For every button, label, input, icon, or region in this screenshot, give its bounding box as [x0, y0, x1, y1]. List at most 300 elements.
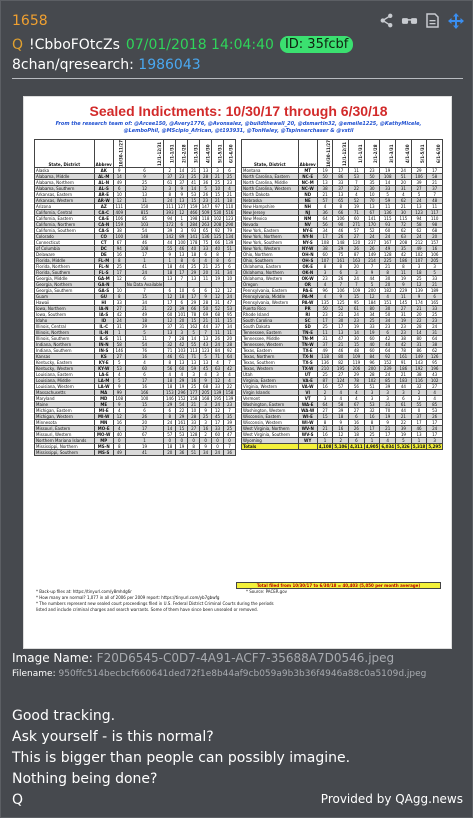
table-cell: 4: [349, 192, 365, 198]
table-cell: 89: [176, 234, 188, 240]
table-cell: 45: [200, 366, 212, 372]
table-cell: 60: [125, 366, 164, 372]
table-cell: 11: [125, 198, 164, 204]
table-cell: 136: [380, 210, 396, 216]
table-cell: 34: [223, 270, 235, 276]
table-cell: 111: [164, 204, 176, 210]
table-cell: 139: [223, 396, 235, 402]
table-cell: 9: [200, 444, 212, 450]
table-cell: 124: [333, 378, 349, 384]
table-cell: 195: [212, 396, 224, 402]
table-cell: PR: [298, 306, 317, 312]
image-name-line: [12, 651, 394, 665]
table-cell: 67: [125, 432, 164, 438]
table-cell: 87: [349, 252, 365, 258]
table-cell: 182: [380, 288, 396, 294]
table-cell: 409: [113, 210, 125, 216]
table-cell: 158: [188, 396, 200, 402]
table-cell: 106: [333, 216, 349, 222]
post-number[interactable]: 1658: [12, 13, 48, 29]
table-cell: 36: [176, 450, 188, 456]
table-cell: 18: [164, 270, 176, 276]
table-cell: 145: [396, 300, 412, 306]
table-cell: 42: [380, 336, 396, 342]
image-name-value[interactable]: F20D6545-C0D7-4A91-ACF7-35688A7D0546.jpeg: [96, 651, 395, 665]
table-cell: 34: [380, 318, 396, 324]
table-cell: 86: [333, 174, 349, 180]
table-cell: 23: [200, 198, 212, 204]
table-cell: North Carolina, Middle: [242, 180, 299, 186]
table-cell: 192: [411, 366, 427, 372]
table-cell: 71: [349, 210, 365, 216]
table-cell: 29: [176, 414, 188, 420]
table-cell: 48: [427, 198, 443, 204]
table-cell: 12: [176, 210, 188, 216]
table-cell: 150: [125, 204, 164, 210]
table-cell: 109: [349, 288, 365, 294]
table-cell: 17: [333, 168, 349, 174]
table-cell: 5,326: [397, 444, 410, 449]
table-cell: 33: [380, 186, 396, 192]
table-cell: Kentucky, Western: [35, 366, 95, 372]
table-cell: Iowa, Northern: [35, 306, 95, 312]
table-cell: 23: [380, 324, 396, 330]
table-cell: Indiana, Northern: [35, 342, 95, 348]
table-cell: 25: [188, 264, 200, 270]
table-cell: 152: [176, 396, 188, 402]
table-header: 12/1-12/31: [333, 140, 349, 168]
table-cell: 23: [396, 330, 412, 336]
table-cell: 157: [427, 240, 443, 246]
table-cell: 64: [317, 216, 333, 222]
table-cell: 24: [212, 342, 224, 348]
table-cell: 36: [200, 180, 212, 186]
table-cell: 4: [223, 378, 235, 384]
table-cell: 239: [380, 366, 396, 372]
table-cell: 3: [411, 396, 427, 402]
table-cell: 139: [223, 240, 235, 246]
table-cell: Connecticut: [35, 240, 95, 246]
table-cell: 12: [212, 294, 224, 300]
table-cell: 38: [317, 246, 333, 252]
table-cell: 57: [164, 432, 176, 438]
table-cell: 39: [223, 420, 235, 426]
table-cell: 11: [125, 336, 164, 342]
table-cell: AR-E: [94, 192, 113, 198]
table-cell: 22: [164, 306, 176, 312]
table-cell: DC: [94, 246, 113, 252]
table-cell: 17: [164, 300, 176, 306]
reply-ref-link[interactable]: 1986043: [138, 57, 201, 73]
table-cell: 99: [113, 390, 125, 396]
table-cell: DE: [94, 252, 113, 258]
table-cell: Vermont: [242, 396, 299, 402]
table-cell: Georgia, Northern: [35, 282, 95, 288]
table-cell: 31: [427, 330, 443, 336]
table-cell: 52: [212, 306, 224, 312]
filename-value[interactable]: 950ffc514becbcf660641ded72f1e8b44af9cb059a9b3b36f4946a88c0a5109d.jpeg: [58, 669, 427, 679]
share-icon[interactable]: [378, 12, 395, 29]
table-cell: NC-W: [298, 186, 317, 192]
table-cell: 87: [317, 378, 333, 384]
table-cell: 20: [427, 234, 443, 240]
table-cell: 24: [411, 198, 427, 204]
table-cell: 53: [223, 306, 235, 312]
table-cell: Massachusetts: [35, 390, 95, 396]
table-cell: 42: [176, 342, 188, 348]
table-cell: 95: [223, 312, 235, 318]
table-cell: 290: [223, 222, 235, 228]
table-cell: 24: [212, 450, 224, 456]
table-cell: 16: [113, 252, 125, 258]
table-header: 12/1-12/31: [125, 140, 164, 168]
table-cell: 19: [212, 276, 224, 282]
body-line: Ask yourself - is this normal?: [12, 729, 214, 745]
table-cell: 8: [212, 258, 224, 264]
table-cell: 63: [396, 234, 412, 240]
table-cell: 19: [396, 276, 412, 282]
table-cell: 44: [396, 408, 412, 414]
table-cell: 9: [333, 294, 349, 300]
table-cell: 4,311: [350, 444, 363, 449]
table-cell: AL-M: [94, 174, 113, 180]
table-cell: 4: [333, 390, 349, 396]
table-cell: 20: [380, 282, 396, 288]
table-cell: 6: [349, 438, 365, 444]
provided-by[interactable]: Provided by QAgg.news: [320, 792, 463, 806]
table-cell: 29: [349, 372, 365, 378]
left-table: [34, 139, 236, 456]
table-cell: 40: [188, 246, 200, 252]
table-cell: 168: [200, 396, 212, 402]
table-cell: Louisiana, Eastern: [35, 372, 95, 378]
table-cell: 21: [427, 180, 443, 186]
table-cell: 32: [364, 408, 380, 414]
body-line: Q: [12, 792, 24, 808]
table-cell: 58: [427, 174, 443, 180]
table-cell: 3: [364, 396, 380, 402]
table-cell: South Carolina: [242, 318, 299, 324]
table-cell: 31: [113, 324, 125, 330]
table-cell: 5,318: [412, 444, 426, 449]
table-cell: 62: [396, 228, 412, 234]
table-cell: TX-N: [298, 354, 317, 360]
table-cell: 120: [349, 240, 365, 246]
table-cell: 15: [349, 342, 365, 348]
table-cell: 17: [125, 426, 164, 432]
table-cell: 296: [176, 390, 188, 396]
table-cell: 68: [427, 228, 443, 234]
table-cell: 146: [164, 396, 176, 402]
table-cell: of Columbia: [35, 246, 95, 252]
table-cell: 26: [427, 414, 443, 420]
table-cell: 4: [427, 396, 443, 402]
table-cell: 25: [212, 180, 224, 186]
table-cell: 106: [427, 252, 443, 258]
table-cell: IA-N: [94, 306, 113, 312]
table-cell: 153: [164, 390, 176, 396]
table-cell: 189: [427, 288, 443, 294]
glasses-icon[interactable]: [401, 12, 418, 29]
table-cell: Illinois, Northern: [35, 330, 95, 336]
table-cell: 3: [396, 390, 412, 396]
table-cell: Indiana, Southern: [35, 348, 95, 354]
body-line: This is bigger than people can possibly imagine.: [12, 750, 351, 766]
table-cell: NM: [298, 216, 317, 222]
table-cell: 7: [176, 276, 188, 282]
table-cell: 13: [200, 168, 212, 174]
table-cell: 25: [223, 426, 235, 432]
table-cell: Pennsylvania, Eastern: [242, 288, 299, 294]
table-cell: 23: [396, 324, 412, 330]
table-cell: 118: [317, 354, 333, 360]
table-cell: 20: [349, 264, 365, 270]
move-icon[interactable]: [447, 12, 464, 29]
table-cell: 17: [125, 252, 164, 258]
table-cell: Alabama, Southern: [35, 186, 95, 192]
table-cell: 49: [411, 246, 427, 252]
table-cell: 12: [113, 198, 125, 204]
table-cell: MS-S: [94, 450, 113, 456]
table-cell: OR: [298, 282, 317, 288]
table-cell: 30: [380, 306, 396, 312]
table-cell: 5: [200, 186, 212, 192]
doc-source: * Source: PACER.gov: [246, 589, 288, 594]
table-cell: 6: [223, 168, 235, 174]
table-cell: 25: [223, 174, 235, 180]
table-cell: 71: [164, 348, 176, 354]
table-cell: 31: [317, 336, 333, 342]
table-cell: 6: [223, 258, 235, 264]
table-cell: 44: [396, 384, 412, 390]
table-cell: 12: [164, 294, 176, 300]
table-cell: 3: [380, 390, 396, 396]
table-cell: 12: [113, 414, 125, 420]
table-cell: 118: [200, 216, 212, 222]
table-cell: 139: [411, 288, 427, 294]
table-cell: 64: [427, 336, 443, 342]
table-cell: 8: [176, 258, 188, 264]
table-cell: 134: [223, 234, 235, 240]
table-cell: FL-M: [94, 258, 113, 264]
table-cell: 12: [212, 378, 224, 384]
table-cell: 206: [349, 366, 365, 372]
table-cell: IL-N: [94, 330, 113, 336]
table-cell: 26: [364, 246, 380, 252]
table-cell: 9: [200, 294, 212, 300]
table-cell: 38: [317, 186, 333, 192]
table-cell: 55: [164, 246, 176, 252]
table-cell: 4: [200, 372, 212, 378]
table-cell: 50: [317, 174, 333, 180]
table-cell: 4: [349, 396, 365, 402]
table-cell: 107: [317, 258, 333, 264]
table-cell: California, Eastern: [35, 216, 95, 222]
board-line: [12, 57, 201, 73]
table-cell: 6: [349, 414, 365, 420]
table-cell: 200: [364, 366, 380, 372]
table-cell: 12: [212, 408, 224, 414]
table-cell: 6: [176, 222, 188, 228]
table-cell: 25: [364, 432, 380, 438]
table-cell: Texas, Northern: [242, 354, 299, 360]
table-cell: 4: [176, 372, 188, 378]
table-cell: 26: [333, 234, 349, 240]
table-cell: 33: [212, 426, 224, 432]
table-cell: 13: [333, 330, 349, 336]
table-cell: 2: [317, 390, 333, 396]
table-cell: 4: [164, 372, 176, 378]
table-cell: 59: [188, 366, 200, 372]
table-cell: 24: [113, 318, 125, 324]
table-cell: Colorado: [35, 234, 95, 240]
doc-subtitle: From the research team of: @Arcee150, @Avery1776, @Avonsalez, @buildthewall_20, @dsmartin32, @emeile1225, @KathyMicele, @LemboPhil, @MScipio_African, @t193931, @TonHaley, @Tspinnerchaser & @vstil: [55, 121, 422, 134]
table-cell: 103: [125, 222, 164, 228]
table-cell: FL-N: [94, 264, 113, 270]
table-cell: 20: [223, 336, 235, 342]
table-cell: 47: [333, 336, 349, 342]
table-cell: NJ: [298, 210, 317, 216]
table-header: 2/1-2/28: [176, 140, 188, 168]
table-cell: WA-E: [298, 402, 317, 408]
table-cell: 18: [223, 198, 235, 204]
body-line: Nothing being done?: [12, 771, 158, 787]
table-cell: 9: [164, 252, 176, 258]
table-cell: 84: [364, 354, 380, 360]
table-cell: 52: [333, 306, 349, 312]
table-cell: 4: [113, 372, 125, 378]
table-cell: 7: [427, 192, 443, 198]
table-cell: 11: [427, 204, 443, 210]
table-cell: VA-E: [298, 378, 317, 384]
table-cell: Alabama, Middle: [35, 174, 95, 180]
table-cell: 58: [333, 402, 349, 408]
table-cell: 119: [349, 360, 365, 366]
table-cell: NY-S: [298, 240, 317, 246]
table-cell: 237: [364, 240, 380, 246]
table-cell: 5,295: [428, 444, 441, 449]
table-cell: Tennessee, Middle: [242, 336, 299, 342]
table-cell: 33: [212, 384, 224, 390]
board-name: 8chan/qresearch:: [12, 57, 134, 73]
table-cell: 54: [176, 402, 188, 408]
table-cell: 7: [364, 264, 380, 270]
post-image[interactable]: [23, 96, 452, 649]
table-cell: 17: [188, 294, 200, 300]
table-cell: NV: [298, 222, 317, 228]
table-cell: 39: [411, 180, 427, 186]
table-cell: 69: [200, 312, 212, 318]
table-cell: 27: [396, 306, 412, 312]
table-cell: 56: [317, 222, 333, 228]
table-cell: 12: [212, 288, 224, 294]
table-cell: 19: [380, 168, 396, 174]
table-cell: 6: [164, 288, 176, 294]
table-cell: 22: [176, 408, 188, 414]
table-cell: 8: [212, 252, 224, 258]
table-cell: 55: [411, 402, 427, 408]
table-cell: 11: [317, 330, 333, 336]
table-cell: 102: [411, 252, 427, 258]
table-cell: 0: [223, 438, 235, 444]
table-cell: 13: [125, 192, 164, 198]
table-cell: 28: [188, 414, 200, 420]
table-cell: 25: [125, 180, 164, 186]
table-cell: 8: [364, 420, 380, 426]
table-cell: 18: [333, 414, 349, 420]
table-cell: 13: [411, 204, 427, 210]
table-cell: 52: [364, 228, 380, 234]
table-cell: 167: [380, 240, 396, 246]
table-cell: 16: [317, 432, 333, 438]
table-cell: 3: [176, 330, 188, 336]
table-cell: 61: [349, 306, 365, 312]
table-cell: ND: [298, 192, 317, 198]
poster-id-badge[interactable]: ID: 35fcbf: [280, 36, 353, 53]
table-cell: WV-N: [298, 426, 317, 432]
table-cell: SC: [298, 318, 317, 324]
table-cell: 27: [349, 408, 365, 414]
table-cell: 0: [113, 438, 125, 444]
table-cell: 60: [176, 366, 188, 372]
table-cell: 28: [176, 336, 188, 342]
table-cell: 208: [212, 222, 224, 228]
table-cell: Pennsylvania, Western: [242, 300, 299, 306]
table-cell: 60: [364, 336, 380, 342]
table-header: 4/1-4/30: [396, 140, 412, 168]
table-cell: Kansas: [35, 354, 95, 360]
table-cell: 21: [125, 306, 164, 312]
table-cell: Minnesota: [35, 420, 95, 426]
table-cell: PA-W: [298, 300, 317, 306]
table-cell: Kentucky, Eastern: [35, 360, 95, 366]
table-cell: 3: [200, 402, 212, 408]
table-cell: 39: [333, 408, 349, 414]
table-cell: MO-E: [94, 426, 113, 432]
table-cell: 163: [349, 258, 365, 264]
table-cell: 9: [113, 402, 125, 408]
table-cell: Montana: [242, 168, 299, 174]
table-cell: 18: [125, 318, 164, 324]
table-cell: 47: [223, 432, 235, 438]
table-cell: 13: [200, 336, 212, 342]
table-cell: Washington, Eastern: [242, 402, 299, 408]
table-cell: 9: [364, 270, 380, 276]
table-cell: UT: [298, 372, 317, 378]
table-cell: 46: [411, 426, 427, 432]
table-cell: 108: [113, 396, 125, 402]
table-cell: 9: [113, 384, 125, 390]
table-cell: 34: [200, 450, 212, 456]
table-cell: 127: [176, 204, 188, 210]
table-cell: 78: [188, 312, 200, 318]
table-cell: 33: [427, 306, 443, 312]
table-cell: 45: [212, 414, 224, 420]
table-cell: 21: [396, 204, 412, 210]
table-cell: 27: [113, 306, 125, 312]
table-cell: 6: [125, 408, 164, 414]
table-cell: 23: [317, 312, 333, 318]
table-cell: 9: [176, 186, 188, 192]
table-cell: 22: [349, 186, 365, 192]
table-cell: 152: [380, 360, 396, 366]
document-icon[interactable]: [424, 12, 441, 29]
table-cell: 20: [396, 180, 412, 186]
table-header: 10/30-11/27: [113, 140, 125, 168]
table-cell: 24: [164, 420, 176, 426]
table-cell: 17: [427, 168, 443, 174]
table-cell: 66: [212, 240, 224, 246]
